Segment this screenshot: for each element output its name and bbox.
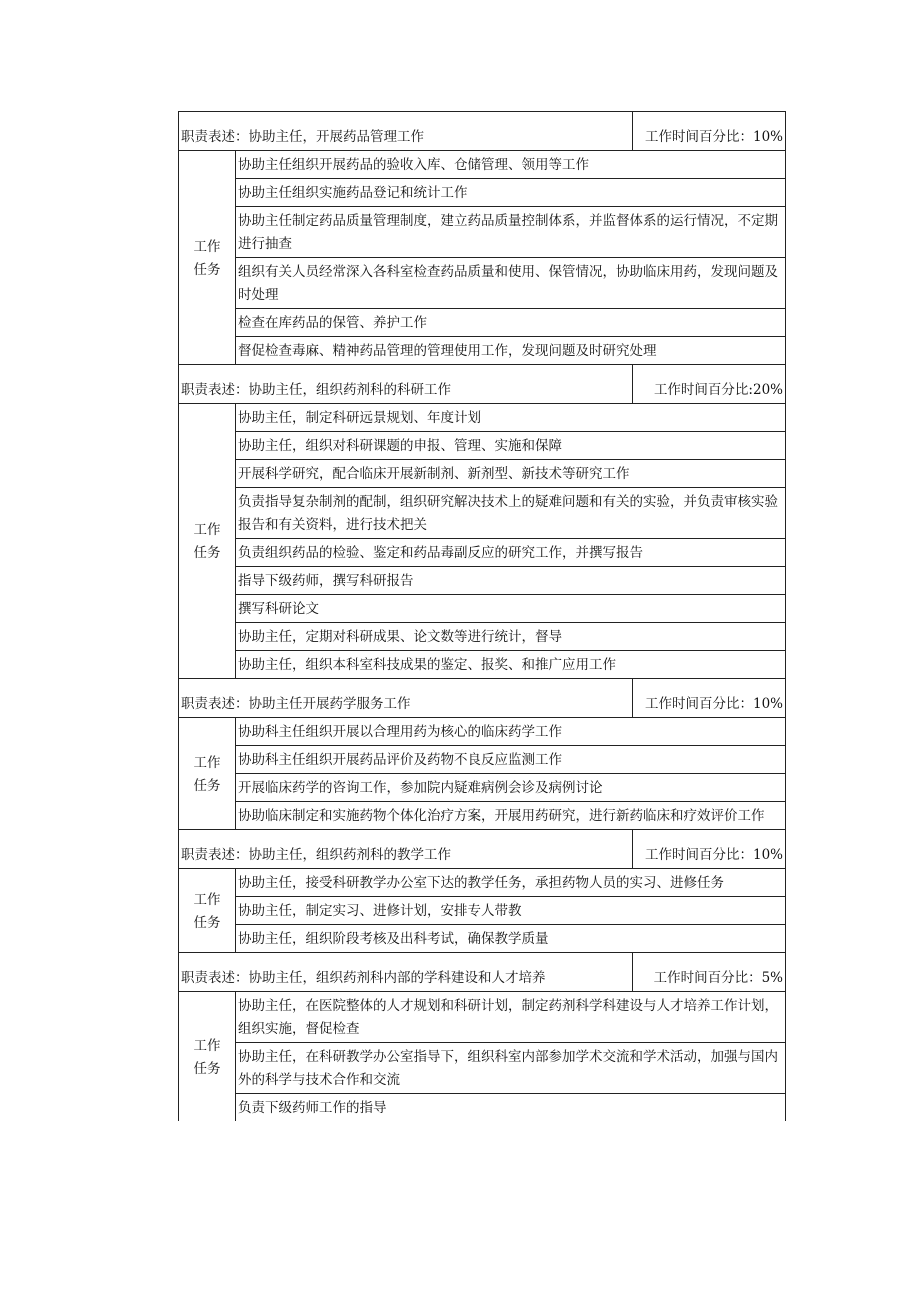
task-item: 开展临床药学的咨询工作，参加院内疑难病例会诊及病例讨论 xyxy=(236,774,786,802)
job-description-document xyxy=(178,111,785,1121)
task-item: 协助主任，接受科研教学办公室下达的教学任务，承担药物人员的实习、进修任务 xyxy=(236,869,786,897)
task-item: 开展科学研究，配合临床开展新制剂、新剂型、新技术等研究工作 xyxy=(236,460,786,488)
duties-table xyxy=(178,111,786,1121)
work-time-percentage: 工作时间百分比：10% xyxy=(633,112,786,151)
duty-statement: 职责表述：协助主任，组织药剂科的科研工作 xyxy=(179,365,633,404)
task-item: 负责组织药品的检验、鉴定和药品毒副反应的研究工作，并撰写报告 xyxy=(236,539,786,567)
task-label-line1: 工作 xyxy=(193,522,221,538)
task-row xyxy=(179,460,786,488)
task-row xyxy=(179,567,786,595)
task-label xyxy=(179,992,236,1122)
task-label xyxy=(179,718,236,830)
task-row xyxy=(179,718,786,746)
work-time-percentage: 工作时间百分比：10% xyxy=(633,830,786,869)
duty-row xyxy=(179,953,786,992)
task-item: 协助科主任组织开展药品评价及药物不良反应监测工作 xyxy=(236,746,786,774)
task-row xyxy=(179,869,786,897)
task-row xyxy=(179,992,786,1043)
task-item: 负责下级药师工作的指导 xyxy=(236,1094,786,1122)
task-label-line1: 工作 xyxy=(193,1037,221,1054)
task-item: 督促检查毒麻、精神药品管理的管理使用工作，发现问题及时研究处理 xyxy=(236,337,786,365)
task-item: 协助主任，组织本科室科技成果的鉴定、报奖、和推广应用工作 xyxy=(236,651,786,679)
task-item: 组织有关人员经常深入各科室检查药品质量和使用、保管情况，协助临床用药，发现问题及时处理 xyxy=(236,258,786,309)
task-row xyxy=(179,258,786,309)
task-item: 协助主任，组织阶段考核及出科考试，确保教学质量 xyxy=(236,925,786,953)
task-label xyxy=(179,404,236,679)
task-item: 指导下级药师，撰写科研报告 xyxy=(236,567,786,595)
work-time-percentage: 工作时间百分比：10% xyxy=(633,679,786,718)
work-time-percentage: 工作时间百分比：5% xyxy=(633,953,786,992)
task-row xyxy=(179,651,786,679)
task-row xyxy=(179,179,786,207)
task-row xyxy=(179,432,786,460)
work-time-percentage: 工作时间百分比:20% xyxy=(633,365,786,404)
task-label-line2: 任务 xyxy=(193,261,221,278)
duty-row xyxy=(179,679,786,718)
task-item: 负责指导复杂制剂的配制，组织研究解决技术上的疑难问题和有关的实验，并负责审核实验报告和有关资料，进行技术把关 xyxy=(236,488,786,539)
task-label xyxy=(179,151,236,365)
task-item: 协助主任，组织对科研课题的申报、管理、实施和保障 xyxy=(236,432,786,460)
task-row xyxy=(179,151,786,179)
task-row xyxy=(179,1043,786,1094)
task-item: 协助主任组织开展药品的验收入库、仓储管理、领用等工作 xyxy=(236,151,786,179)
task-label-line2: 任务 xyxy=(193,777,221,794)
task-label-line1: 工作 xyxy=(193,754,221,771)
task-label-line1: 工作 xyxy=(193,891,221,908)
duty-row xyxy=(179,365,786,404)
task-row xyxy=(179,897,786,925)
task-item: 协助科主任组织开展以合理用药为核心的临床药学工作 xyxy=(236,718,786,746)
duty-row xyxy=(179,830,786,869)
task-label-line2: 任务 xyxy=(193,545,221,561)
task-item: 协助主任组织实施药品登记和统计工作 xyxy=(236,179,786,207)
task-row xyxy=(179,746,786,774)
task-item: 检查在库药品的保管、养护工作 xyxy=(236,309,786,337)
task-item: 协助主任制定药品质量管理制度，建立药品质量控制体系，并监督体系的运行情况，不定期进行抽查 xyxy=(236,207,786,258)
task-row xyxy=(179,623,786,651)
task-item: 协助主任，制定实习、进修计划，安排专人带教 xyxy=(236,897,786,925)
task-row xyxy=(179,539,786,567)
task-item: 协助主任，在医院整体的人才规划和科研计划，制定药剂科学科建设与人才培养工作计划，组织实施，督促检查 xyxy=(236,992,786,1043)
task-row xyxy=(179,1094,786,1122)
task-row xyxy=(179,774,786,802)
task-row xyxy=(179,404,786,432)
task-row xyxy=(179,925,786,953)
task-row xyxy=(179,207,786,258)
task-item: 协助主任，制定科研远景规划、年度计划 xyxy=(236,404,786,432)
task-row xyxy=(179,488,786,539)
task-item: 撰写科研论文 xyxy=(236,595,786,623)
task-label-line2: 任务 xyxy=(193,914,221,931)
task-item: 协助主任，定期对科研成果、论文数等进行统计，督导 xyxy=(236,623,786,651)
task-label xyxy=(179,869,236,953)
duty-statement: 职责表述：协助主任开展药学服务工作 xyxy=(179,679,633,718)
task-row xyxy=(179,309,786,337)
task-row xyxy=(179,337,786,365)
task-row xyxy=(179,802,786,830)
task-item: 协助主任，在科研教学办公室指导下，组织科室内部参加学术交流和学术活动，加强与国内外的科学与技术合作和交流 xyxy=(236,1043,786,1094)
duty-statement: 职责表述：协助主任，开展药品管理工作 xyxy=(179,112,633,151)
task-label-line2: 任务 xyxy=(193,1060,221,1077)
duty-statement: 职责表述：协助主任，组织药剂科的教学工作 xyxy=(179,830,633,869)
task-label-line1: 工作 xyxy=(193,238,221,255)
duty-statement: 职责表述：协助主任，组织药剂科内部的学科建设和人才培养 xyxy=(179,953,633,992)
task-row xyxy=(179,595,786,623)
task-item: 协助临床制定和实施药物个体化治疗方案，开展用药研究，进行新药临床和疗效评价工作 xyxy=(236,802,786,830)
duty-row xyxy=(179,112,786,151)
